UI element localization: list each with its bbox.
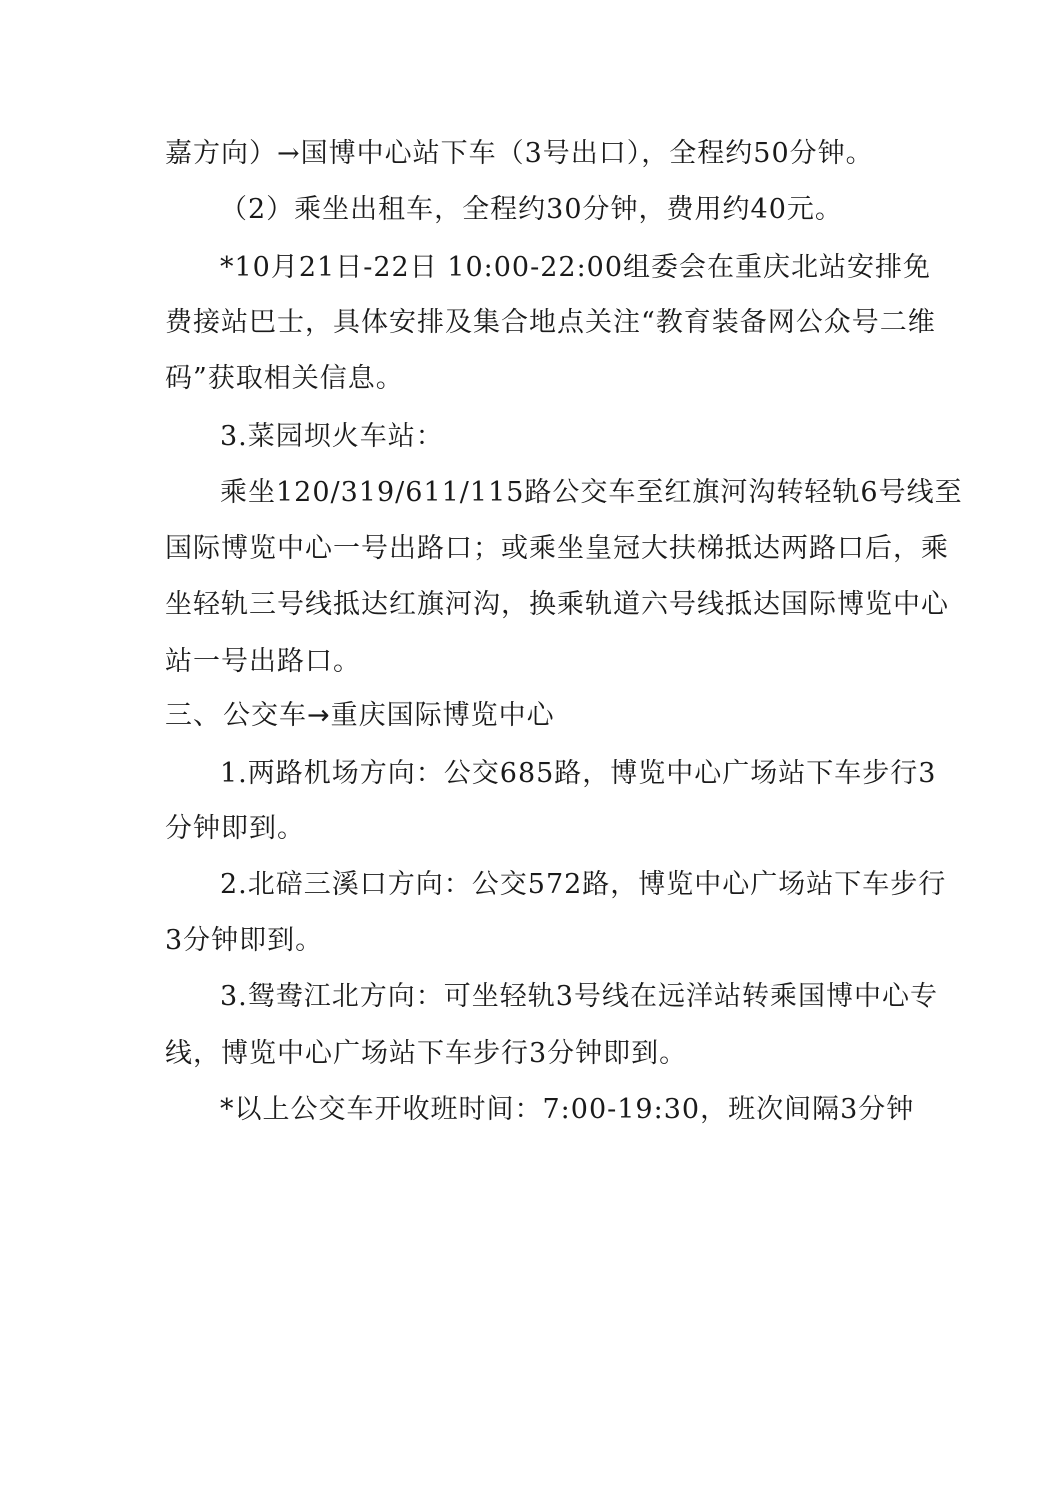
section-number: 三、 (165, 700, 221, 731)
text-line: 分钟即到。 (165, 813, 305, 844)
section-heading (165, 702, 915, 729)
text-line: 费接站巴士，具体安排及集合地点关注“教育装备网公众号二维 (165, 307, 936, 338)
text-line: *10月21日-22日 10:00-22:00组委会在重庆北站安排免 (220, 252, 932, 283)
text-line: 码”获取相关信息。 (165, 363, 404, 394)
section-title: 公交车→重庆国际博览中心 (223, 700, 555, 731)
text-line: 3.鸳鸯江北方向：可坐轻轨3号线在远洋站转乘国博中心专 (220, 981, 938, 1012)
text-line: 线，博览中心广场站下车步行3分钟即到。 (165, 1038, 688, 1069)
text-line: 坐轻轨三号线抵达红旗河沟，换乘轨道六号线抵达国际博览中心 (165, 589, 949, 620)
text-line: 2.北碚三溪口方向：公交572路，博览中心广场站下车步行 (220, 869, 947, 900)
text-line: 站一号出路口。 (165, 646, 361, 677)
text-line: 1.两路机场方向：公交685路，博览中心广场站下车步行3 (220, 758, 937, 789)
text-line: 3.菜园坝火车站： (220, 421, 444, 452)
text-line: 3分钟即到。 (165, 925, 324, 956)
text-line: 乘坐120/319/611/115路公交车至红旗河沟转轻轨6号线至 (220, 477, 963, 508)
text-line: （2）乘坐出租车，全程约30分钟，费用约40元。 (220, 194, 843, 225)
text-line: 嘉方向）→国博中心站下车（3号出口），全程约50分钟。 (165, 138, 874, 169)
text-line: 国际博览中心一号出路口；或乘坐皇冠大扶梯抵达两路口后，乘 (165, 533, 949, 564)
text-line: *以上公交车开收班时间：7:00-19:30，班次间隔3分钟 (220, 1094, 915, 1125)
